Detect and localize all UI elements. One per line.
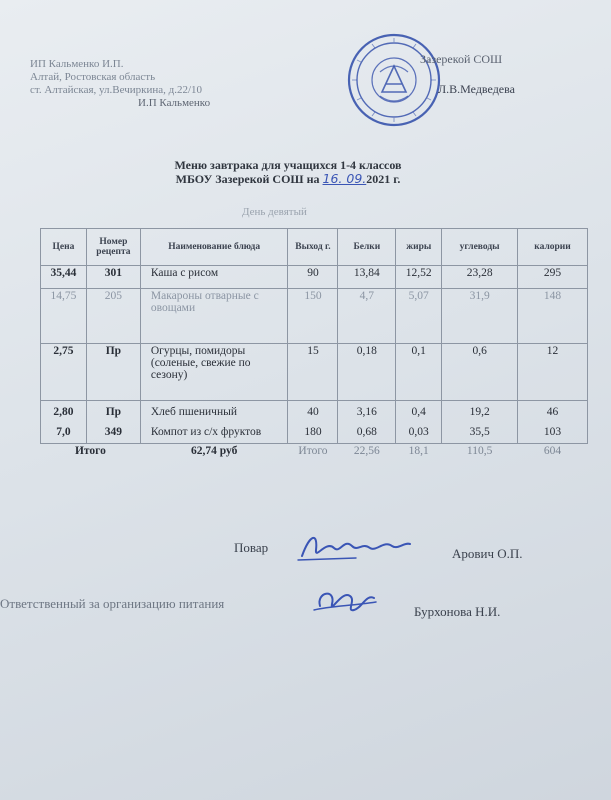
menu-table bbox=[40, 228, 588, 462]
cell-protein: 0,18 bbox=[338, 344, 396, 401]
table-row bbox=[41, 266, 588, 289]
header-dish: Наименование блюда bbox=[140, 229, 288, 266]
cell-fat: 0,03 bbox=[408, 426, 429, 438]
header-fat: жиры bbox=[396, 229, 442, 266]
cell-dish: Хлеб пшеничный bbox=[150, 406, 237, 418]
total-carbs: 110,5 bbox=[466, 445, 493, 457]
cell-kcal: 295 bbox=[518, 266, 588, 289]
cell-kcal: 103 bbox=[543, 426, 562, 438]
cell-output-stack bbox=[288, 401, 338, 444]
header-kcal: калории bbox=[518, 229, 588, 266]
cell-carbs: 19,2 bbox=[469, 406, 490, 418]
table-row bbox=[41, 344, 588, 401]
cell-price: 14,75 bbox=[41, 289, 87, 344]
cell-recipe-stack bbox=[86, 401, 140, 444]
total-label: Итого bbox=[74, 445, 106, 457]
cell-carbs: 0,6 bbox=[442, 344, 518, 401]
approval-left-line2: Алтай, Ростовская область bbox=[30, 71, 156, 83]
cell-recipe: 301 bbox=[86, 266, 140, 289]
header-protein: Белки bbox=[338, 229, 396, 266]
official-stamp bbox=[346, 32, 442, 128]
cell-kcal: 12 bbox=[518, 344, 588, 401]
menu-title-line1: Меню завтрака для учащихся 1-4 классов bbox=[174, 158, 402, 172]
menu-title-school: МБОУ Зазерекой СОШ на bbox=[175, 172, 320, 186]
cell-fat: 0,1 bbox=[396, 344, 442, 401]
cell-price: 7,0 bbox=[56, 426, 71, 438]
table-row bbox=[41, 289, 588, 344]
cell-carbs: 35,5 bbox=[469, 426, 490, 438]
cell-output: 40 bbox=[307, 406, 319, 418]
cell-output: 15 bbox=[288, 344, 338, 401]
cell-protein: 3,16 bbox=[356, 406, 377, 418]
cell-dish: Огурцы, помидоры (соленые, свежие по сезону) bbox=[140, 344, 288, 401]
cell-dish: Компот из с/х фруктов bbox=[150, 426, 262, 438]
cell-output: 180 bbox=[304, 426, 322, 438]
cell-recipe: 349 bbox=[104, 426, 123, 438]
responsible-signature bbox=[310, 582, 380, 622]
cook-signature bbox=[296, 530, 416, 564]
header-carbs: углеводы bbox=[442, 229, 518, 266]
cell-protein: 0,68 bbox=[356, 426, 377, 438]
cell-price: 35,44 bbox=[41, 266, 87, 289]
menu-title-year: 2021 г. bbox=[366, 172, 401, 186]
table-total-row bbox=[41, 444, 588, 463]
total-fat: 18,1 bbox=[408, 445, 429, 457]
cell-carbs: 31,9 bbox=[442, 289, 518, 344]
cell-fat-stack bbox=[396, 401, 442, 444]
cell-price: 2,80 bbox=[53, 406, 74, 418]
total-kcal: 604 bbox=[543, 445, 562, 457]
header-price: Цена bbox=[41, 229, 87, 266]
cell-fat: 5,07 bbox=[396, 289, 442, 344]
cell-output: 150 bbox=[288, 289, 338, 344]
cell-recipe: 205 bbox=[86, 289, 140, 344]
approval-block-left bbox=[30, 58, 210, 110]
cell-kcal: 148 bbox=[518, 289, 588, 344]
cell-protein-stack bbox=[338, 401, 396, 444]
day-label: День девятый bbox=[242, 206, 307, 218]
approval-right-line2: Л.В.Медведева bbox=[438, 82, 515, 96]
cell-protein: 13,84 bbox=[338, 266, 396, 289]
cook-name: Арович О.П. bbox=[452, 546, 523, 561]
total-label-2: Итого bbox=[298, 445, 328, 457]
cell-fat: 0,4 bbox=[411, 406, 426, 418]
cell-price: 2,75 bbox=[41, 344, 87, 401]
approval-right-line1: Зазерекой СОШ bbox=[420, 52, 503, 66]
cell-dish: Каша с рисом bbox=[140, 266, 288, 289]
total-protein: 22,56 bbox=[353, 445, 380, 457]
cell-dish-stack bbox=[140, 401, 288, 444]
cook-label: Повар bbox=[234, 540, 269, 555]
header-recipe: Номер рецепта bbox=[86, 229, 140, 266]
cell-carbs-stack bbox=[442, 401, 518, 444]
header-output: Выход г. bbox=[288, 229, 338, 266]
cell-output: 90 bbox=[288, 266, 338, 289]
signatures-block bbox=[0, 530, 611, 650]
menu-title-line2 bbox=[118, 172, 458, 186]
cell-kcal: 46 bbox=[546, 406, 559, 418]
menu-title bbox=[118, 158, 458, 186]
cell-recipe: Пр bbox=[105, 406, 122, 418]
menu-date-handwritten: 16. 09. bbox=[322, 171, 367, 186]
table-header-row bbox=[41, 229, 588, 266]
responsible-name: Бурхонова Н.И. bbox=[414, 604, 501, 619]
cell-kcal-stack bbox=[518, 401, 588, 444]
cell-fat: 12,52 bbox=[396, 266, 442, 289]
cell-dish: Макароны отварные с овощами bbox=[140, 289, 288, 344]
cell-protein: 4,7 bbox=[338, 289, 396, 344]
responsible-label: Ответственный за организацию питания bbox=[0, 596, 225, 611]
approval-left-line3: ст. Алтайская, ул.Вечиркина, д.22/10 bbox=[30, 84, 203, 96]
total-sum: 62,74 руб bbox=[191, 445, 238, 457]
table-row-merged bbox=[41, 401, 588, 444]
approval-left-line1: ИП Кальменко И.П. bbox=[30, 58, 124, 70]
cell-recipe: Пр bbox=[86, 344, 140, 401]
cell-price-stack bbox=[41, 401, 87, 444]
cell-carbs: 23,28 bbox=[442, 266, 518, 289]
approval-left-signature: И.П Кальменко bbox=[138, 97, 211, 109]
